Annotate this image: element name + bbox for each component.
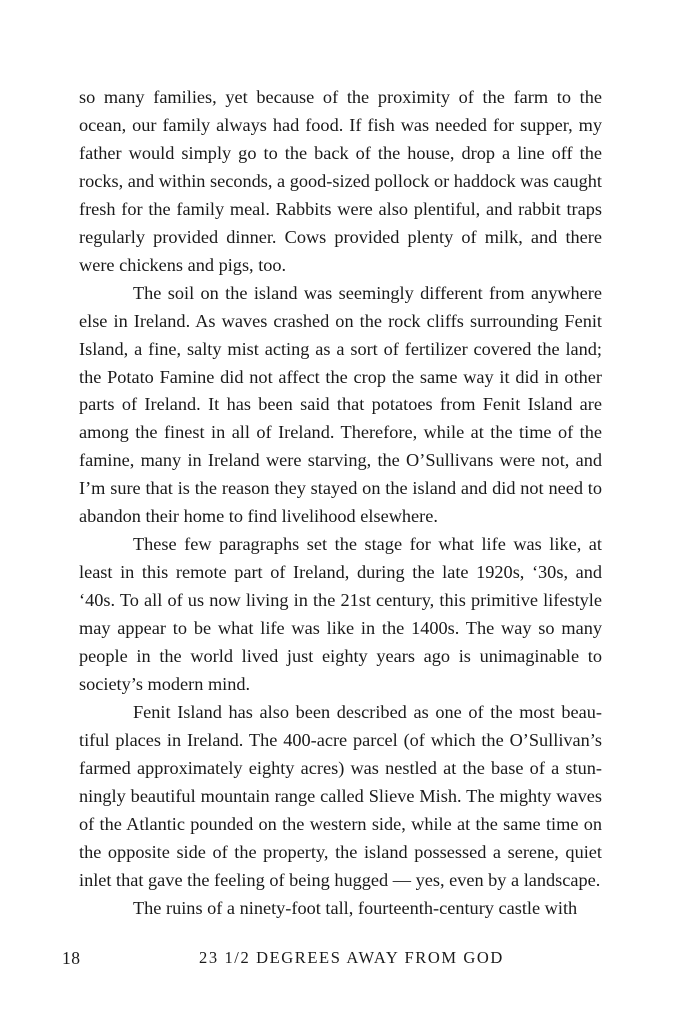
page-number: 18 xyxy=(62,948,81,968)
paragraph-continued: so many families, yet because of the proximity of the farm to the ocean, our family always had food. If fish was needed for supper, my father would simply go to the back of the house, drop a line off the rocks, and within seconds, a good-sized pollock or haddock was caught fresh for the family meal. Rabbits were also plentiful, and rabbit traps regularly provided dinner. Cows provided plenty of milk, and there were chickens and pigs, too. xyxy=(79,87,602,275)
paragraph-soil: The soil on the island was seemingly different from anywhere else in Ireland. As waves crashed on the rock cliffs surrounding Fenit Island, a fine, salty mist acting as a sort of fertilizer covered the land; the Potato Famine did not affect the crop the same way it did in other parts of Ireland. It has been said that potatoes from Fenit Island are among the finest in all of Ireland. Therefore, while at the time of the famine, many in Ireland were starving, the O’Sullivans were not, and I’m sure that is the reason they stayed on the island and did not need to abandon their home to find livelihood elsewhere. xyxy=(79,282,602,527)
body-text xyxy=(79,84,602,923)
paragraph-stage: These few paragraphs set the stage for what life was like, at least in this remote part of Ireland, during the late 1920s, ‘30s, and ‘40s. To all of us now living in the 21st century, this primitive lifestyle may appear to be what life was like in the 1400s. The way so many people in the world lived just eighty years ago is unimaginable to society’s modern mind. xyxy=(79,534,602,695)
paragraph-castle-ruins: The ruins of a ninety-foot tall, fourteenth-century castle with xyxy=(133,897,578,918)
running-footer-title: 23 1/2 DEGREES AWAY FROM GOD xyxy=(199,948,504,967)
paragraph-beautiful-places: Fenit Island has also been described as one of the most beautiful places in Ireland. The 400-acre parcel (of which the O’Sullivan’s farmed approximately eighty acres) was nestled at the base of a stunningly beautiful mountain range called Slieve Mish. The mighty waves of the Atlantic pounded on the western side, while at the same time on the opposite side of the property, the island possessed a serene, quiet inlet that gave the feeling of being hugged — yes, even by a landscape. xyxy=(79,701,602,890)
